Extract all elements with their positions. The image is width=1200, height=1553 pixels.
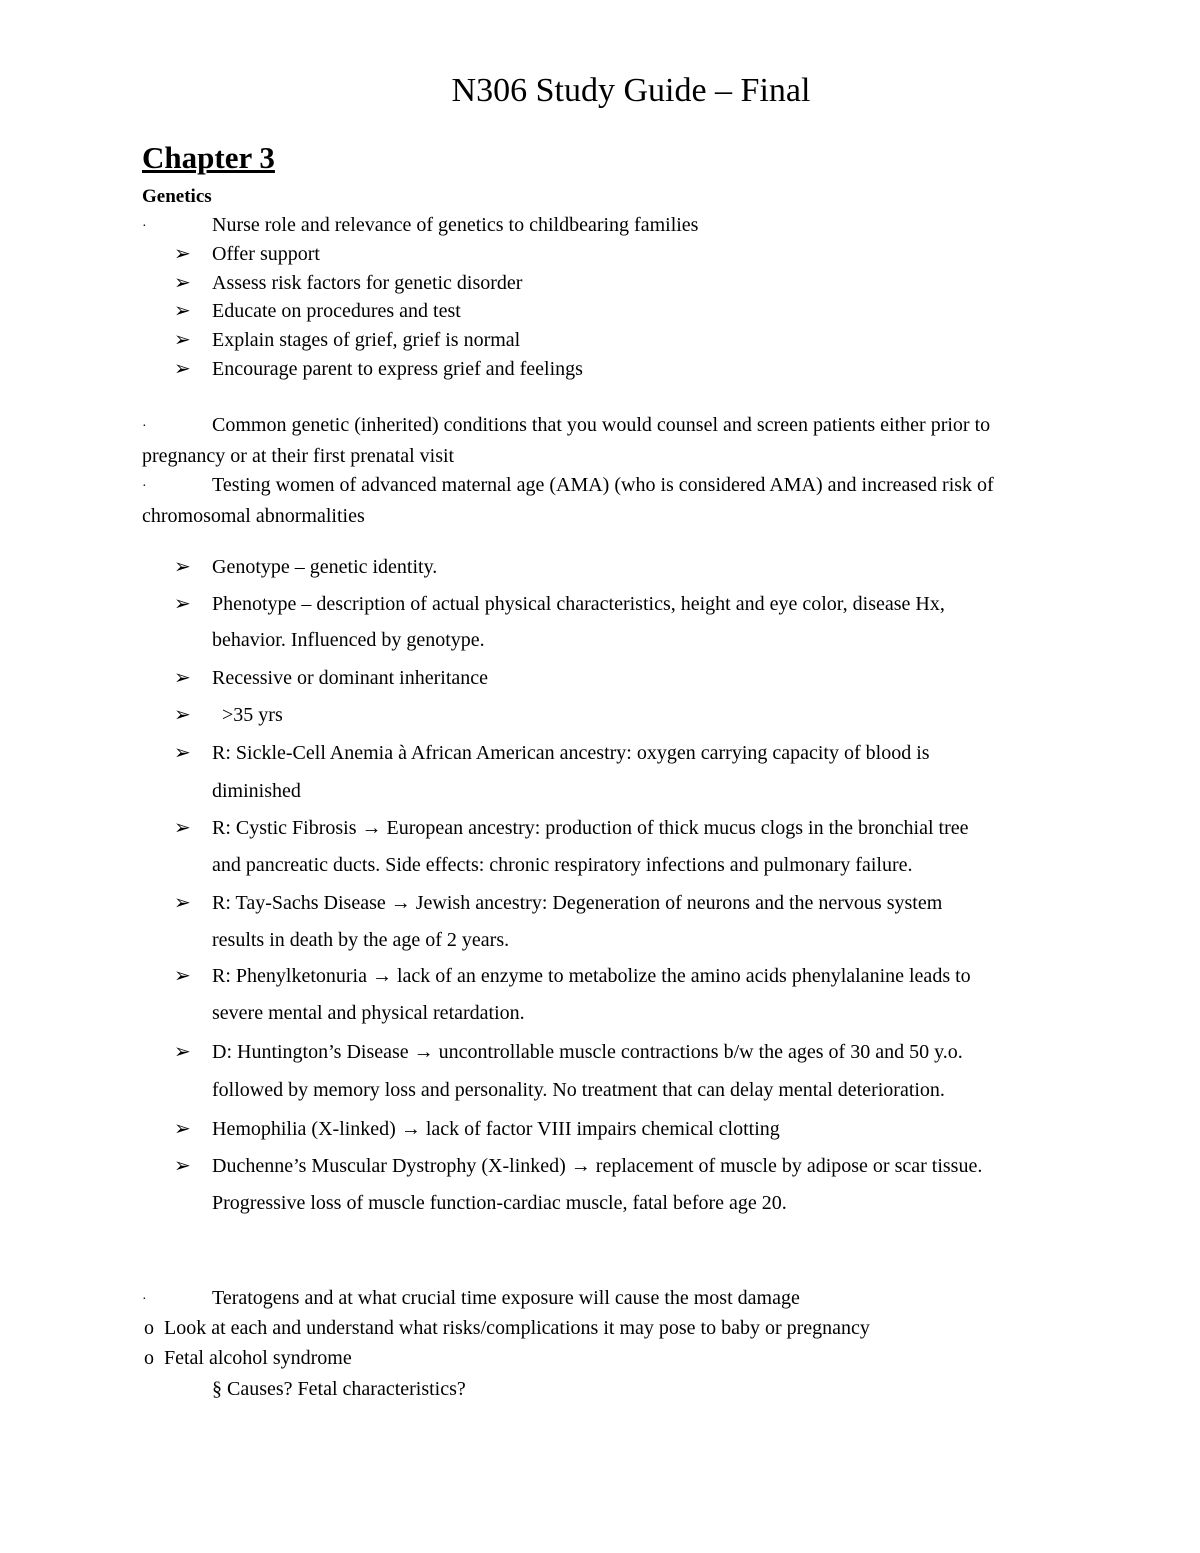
term-item-continuation: Progressive loss of muscle function-cardiac muscle, fatal before age 20. — [212, 1192, 787, 1214]
term-item: R: Phenylketonuria → lack of an enzyme to metabolize the amino acids phenylalanine leads to — [212, 965, 971, 987]
arrow-bullet-icon: ➢ — [174, 965, 191, 987]
sub-item: Fetal alcohol syndrome — [164, 1347, 352, 1369]
sub-sub-item: § Causes? Fetal characteristics? — [212, 1378, 466, 1400]
bullet-dot-icon: · — [142, 1292, 147, 1307]
list-item: Educate on procedures and test — [212, 300, 461, 322]
term-item: R: Cystic Fibrosis → European ancestry: production of thick mucus clogs in the bronchial tree — [212, 817, 969, 839]
term-item: Duchenne’s Muscular Dystrophy (X-linked) → replacement of muscle by adipose or scar tissue. — [212, 1155, 983, 1177]
term-item: Genotype – genetic identity. — [212, 556, 438, 578]
circle-bullet-icon: o — [144, 1347, 154, 1369]
chapter-heading: Chapter 3 — [142, 140, 275, 175]
list-item: Testing women of advanced maternal age (AMA) (who is considered AMA) and increased risk of — [212, 474, 994, 496]
arrow-bullet-icon: ➢ — [174, 300, 191, 322]
arrow-bullet-icon: ➢ — [174, 329, 191, 351]
bullet-dot-icon: · — [142, 219, 147, 234]
arrow-bullet-icon: ➢ — [174, 704, 191, 726]
arrow-bullet-icon: ➢ — [174, 556, 191, 578]
list-item-continuation: chromosomal abnormalities — [142, 505, 365, 527]
page-title: N306 Study Guide – Final — [451, 72, 811, 109]
arrow-bullet-icon: ➢ — [174, 358, 191, 380]
arrow-bullet-icon: ➢ — [174, 243, 191, 265]
term-item-continuation: and pancreatic ducts. Side effects: chronic respiratory infections and pulmonary failure. — [212, 854, 913, 876]
sub-item: Look at each and understand what risks/complications it may pose to baby or pregnancy — [164, 1317, 870, 1339]
circle-bullet-icon: o — [144, 1317, 154, 1339]
arrow-bullet-icon: ➢ — [174, 1118, 191, 1140]
bullet-dot-icon: · — [142, 419, 147, 434]
term-item: Recessive or dominant inheritance — [212, 667, 489, 689]
arrow-bullet-icon: ➢ — [174, 1041, 191, 1063]
arrow-bullet-icon: ➢ — [174, 817, 191, 839]
list-item: Common genetic (inherited) conditions that you would counsel and screen patients either prior to — [212, 414, 991, 436]
arrow-bullet-icon: ➢ — [174, 667, 191, 689]
term-item-continuation: results in death by the age of 2 years. — [212, 929, 510, 951]
term-item-continuation: followed by memory loss and personality. No treatment that can delay mental deterioration. — [212, 1079, 945, 1101]
term-item: D: Huntington’s Disease → uncontrollable muscle contractions b/w the ages of 30 and 50 y.o. — [212, 1041, 963, 1063]
list-item: Encourage parent to express grief and feelings — [212, 358, 583, 380]
term-item-continuation: severe mental and physical retardation. — [212, 1002, 525, 1024]
term-item: >35 yrs — [212, 704, 283, 726]
arrow-bullet-icon: ➢ — [174, 272, 191, 294]
term-item: R: Sickle-Cell Anemia à African American ancestry: oxygen carrying capacity of blood is — [212, 742, 930, 764]
arrow-bullet-icon: ➢ — [174, 1155, 191, 1177]
term-item: Hemophilia (X-linked) → lack of factor VIII impairs chemical clotting — [212, 1118, 780, 1140]
arrow-bullet-icon: ➢ — [174, 593, 191, 615]
list-item: Explain stages of grief, grief is normal — [212, 329, 521, 351]
list-item: Teratogens and at what crucial time exposure will cause the most damage — [212, 1287, 800, 1309]
term-item-continuation: behavior. Influenced by genotype. — [212, 629, 485, 651]
arrow-bullet-icon: ➢ — [174, 892, 191, 914]
list-item: Offer support — [212, 243, 320, 265]
term-item: R: Tay-Sachs Disease → Jewish ancestry: Degeneration of neurons and the nervous system — [212, 892, 943, 914]
bullet-dot-icon: · — [142, 479, 147, 494]
arrow-bullet-icon: ➢ — [174, 742, 191, 764]
term-item-continuation: diminished — [212, 780, 301, 802]
section-heading: Genetics — [142, 186, 212, 207]
list-item-continuation: pregnancy or at their first prenatal visit — [142, 445, 455, 467]
list-item: Assess risk factors for genetic disorder — [212, 272, 523, 294]
list-item: Nurse role and relevance of genetics to childbearing families — [212, 214, 699, 236]
term-item: Phenotype – description of actual physical characteristics, height and eye color, disease Hx, — [212, 593, 945, 615]
